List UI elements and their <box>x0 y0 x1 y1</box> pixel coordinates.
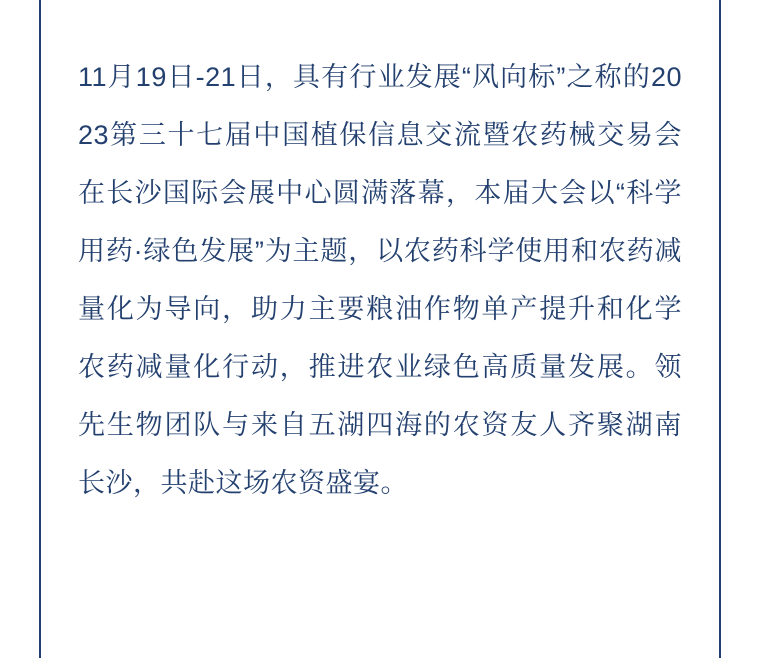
body-paragraph: 11月19日-21日，具有行业发展“风向标”之称的2023第三十七届中国植保信息交流暨农药械交易会在长沙国际会展中心圆满落幕，本届大会以“科学用药·绿色发展”为主题，以农药科学使用和农药减量化为导向，助力主要粮油作物单产提升和化学农药减量化行动，推进农业绿色高质量发展。领先生物团队与来自五湖四海的农资友人齐聚湖南长沙，共赴这场农资盛宴。 <box>78 62 682 498</box>
document-content <box>78 48 682 618</box>
frame-border-right <box>719 0 721 658</box>
frame-border-left <box>39 0 41 658</box>
